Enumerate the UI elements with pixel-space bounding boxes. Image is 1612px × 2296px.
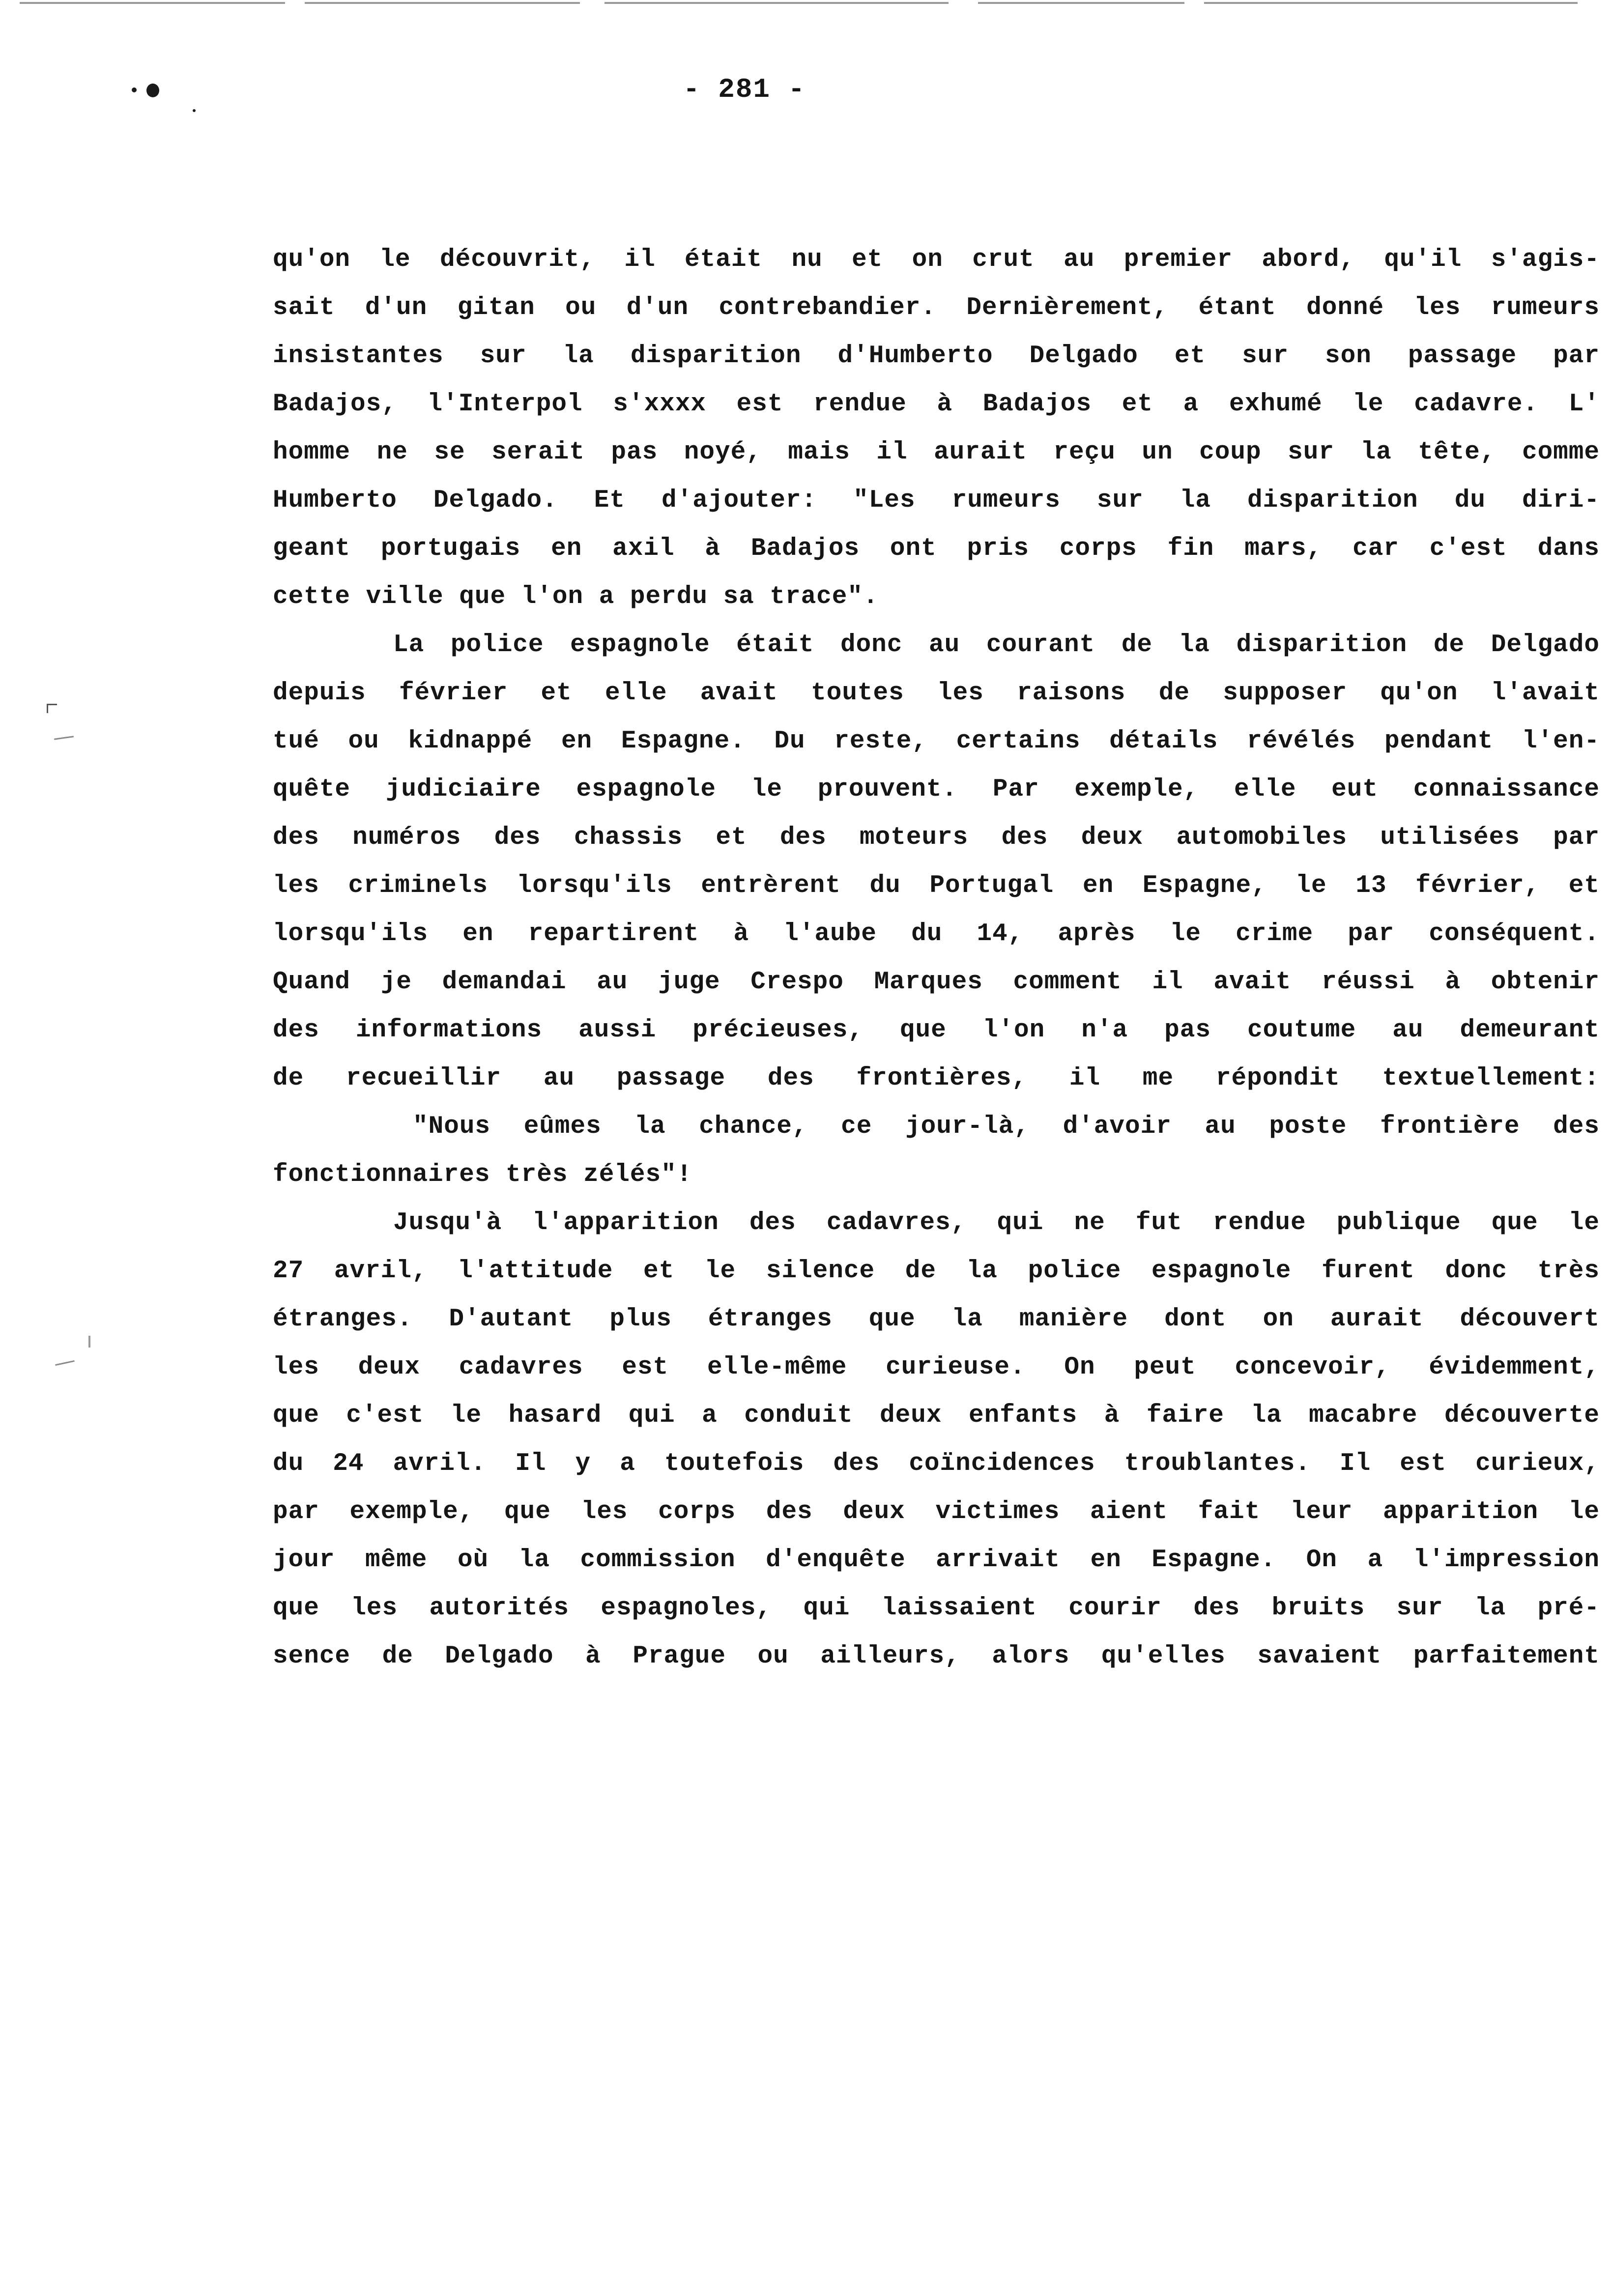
text-line: Jusqu'à l'apparition des cadavres, qui ne fut rendue publique que le xyxy=(393,1209,1600,1237)
top-edge-rule xyxy=(305,2,580,4)
text-line: depuis février et elle avait toutes les raisons de supposer qu'on l'avait xyxy=(273,679,1600,707)
ink-dot xyxy=(132,87,137,92)
text-line: des informations aussi précieuses, que l'on n'a pas coutume au demeurant xyxy=(273,1016,1600,1044)
ink-dot xyxy=(193,109,196,112)
top-edge-rule xyxy=(978,2,1184,4)
text-line: les criminels lorsqu'ils entrèrent du Portugal en Espagne, le 13 février, et xyxy=(273,872,1600,900)
ink-dot xyxy=(146,84,159,97)
margin-mark xyxy=(47,704,57,713)
text-line: lorsqu'ils en repartirent à l'aube du 14, après le crime par conséquent. xyxy=(273,920,1600,948)
text-line: de recueillir au passage des frontières, il me répondit textuellement: xyxy=(273,1064,1600,1092)
margin-mark xyxy=(88,1336,90,1348)
text-line: quête judiciaire espagnole le prouvent. Par exemple, elle eut connaissance xyxy=(273,775,1600,804)
text-line: du 24 avril. Il y a toutefois des coïncidences troublantes. Il est curieux, xyxy=(273,1450,1600,1478)
text-line: fonctionnaires très zélés"! xyxy=(273,1161,692,1189)
text-line: par exemple, que les corps des deux victimes aient fait leur apparition le xyxy=(273,1498,1600,1526)
text-line: homme ne se serait pas noyé, mais il aurait reçu un coup sur la tête, comme xyxy=(273,438,1600,466)
text-line: Quand je demandai au juge Crespo Marques comment il avait réussi à obtenir xyxy=(273,968,1600,996)
text-line: des numéros des chassis et des moteurs des deux automobiles utilisées par xyxy=(273,824,1600,852)
text-line: que les autorités espagnoles, qui laissaient courir des bruits sur la pré- xyxy=(273,1594,1600,1622)
text-line: étranges. D'autant plus étranges que la manière dont on aurait découvert xyxy=(273,1305,1600,1333)
text-line: cette ville que l'on a perdu sa trace". xyxy=(273,583,879,611)
text-line: La police espagnole était donc au courant de la disparition de Delgado xyxy=(393,631,1600,659)
margin-mark xyxy=(54,736,74,740)
margin-mark xyxy=(55,1360,75,1366)
text-line: 27 avril, l'attitude et le silence de la police espagnole furent donc très xyxy=(273,1257,1600,1285)
text-line: sence de Delgado à Prague ou ailleurs, alors qu'elles savaient parfaitement xyxy=(273,1642,1600,1670)
text-line: Humberto Delgado. Et d'ajouter: "Les rumeurs sur la disparition du diri- xyxy=(273,487,1600,515)
text-line: insistantes sur la disparition d'Humberto Delgado et sur son passage par xyxy=(273,342,1600,370)
text-line: Badajos, l'Interpol s'xxxx est rendue à Badajos et a exhumé le cadavre. L' xyxy=(273,390,1600,418)
top-edge-rule xyxy=(20,2,285,4)
text-line: que c'est le hasard qui a conduit deux enfants à faire la macabre découverte xyxy=(273,1402,1600,1430)
body-text xyxy=(273,236,1600,1681)
text-line: "Nous eûmes la chance, ce jour-là, d'avoir au poste frontière des xyxy=(413,1113,1600,1141)
top-edge-rule xyxy=(604,2,949,4)
text-line: les deux cadavres est elle-même curieuse. On peut concevoir, évidemment, xyxy=(273,1353,1600,1381)
text-line: qu'on le découvrit, il était nu et on crut au premier abord, qu'il s'agis- xyxy=(273,246,1600,274)
text-line: tué ou kidnappé en Espagne. Du reste, certains détails révélés pendant l'en- xyxy=(273,727,1600,755)
text-line: geant portugais en axil à Badajos ont pris corps fin mars, car c'est dans xyxy=(273,535,1600,563)
page-number: - 281 - xyxy=(683,74,806,105)
text-line: sait d'un gitan ou d'un contrebandier. Dernièrement, étant donné les rumeurs xyxy=(273,294,1600,322)
top-edge-rule xyxy=(1204,2,1578,4)
text-line: jour même où la commission d'enquête arrivait en Espagne. On a l'impression xyxy=(273,1546,1600,1574)
